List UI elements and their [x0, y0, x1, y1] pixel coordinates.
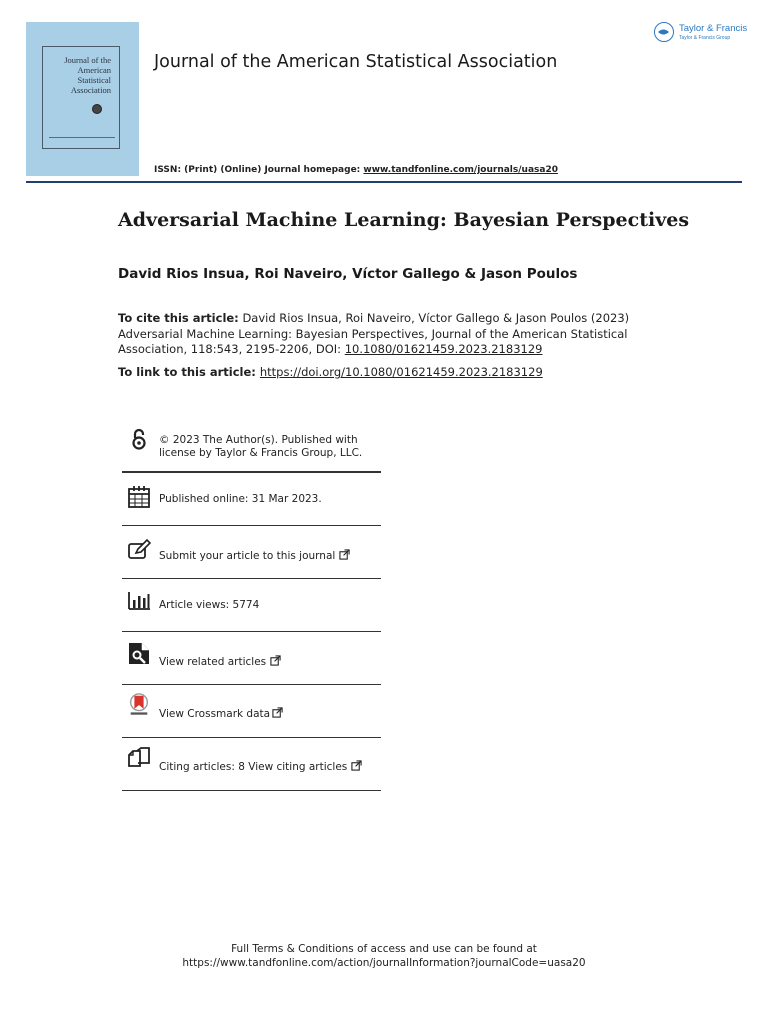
publisher-logo[interactable] — [652, 20, 752, 48]
bar-chart-icon — [127, 588, 151, 612]
external-link-icon — [270, 655, 281, 666]
related-text[interactable] — [159, 655, 281, 669]
citing-articles-link[interactable]: Citing articles: 8 View citing articles — [159, 761, 348, 773]
external-link-icon — [339, 549, 350, 560]
license-text — [159, 434, 362, 460]
crossmark-text[interactable] — [159, 707, 283, 721]
publisher-name: Taylor & Francis — [679, 23, 748, 34]
license-line-1: © 2023 The Author(s). Published with — [159, 434, 358, 446]
citing-row[interactable] — [122, 738, 381, 791]
cover-frame — [42, 46, 120, 149]
link-label: To link to this article: — [118, 365, 260, 379]
issn-line — [154, 165, 558, 175]
search-document-icon — [127, 641, 151, 665]
open-access-icon — [127, 428, 151, 452]
article-title: Adversarial Machine Learning: Bayesian Perspectives — [118, 209, 690, 231]
taylor-francis-icon — [654, 22, 674, 42]
external-link-icon — [351, 760, 362, 771]
cite-doi-link[interactable]: 10.1080/01621459.2023.2183129 — [344, 342, 543, 356]
cite-label: To cite this article: — [118, 311, 239, 325]
views-text: Article views: 5774 — [159, 599, 260, 611]
license-row — [122, 418, 381, 473]
submit-text[interactable] — [159, 549, 350, 563]
cover-footer-line — [49, 137, 115, 138]
citation-block — [118, 311, 638, 358]
cite-text: David Rios Insua, Roi Naveiro, Víctor Gallego & Jason Poulos (2023) Adversarial Machine Learning: Bayesian Perspectives, Journal of the American Statistical Association, 118:543, 2195-2206, DOI: — [118, 311, 630, 356]
crossmark-icon — [127, 693, 151, 717]
crossmark-row[interactable] — [122, 685, 381, 738]
footer-terms-link[interactable]: https://www.tandfonline.com/action/journalInformation?journalCode=uasa20 — [182, 957, 586, 969]
submit-article-link[interactable]: Submit your article to this journal — [159, 550, 336, 562]
article-authors: David Rios Insua, Roi Naveiro, Víctor Gallego & Jason Poulos — [118, 266, 578, 282]
header-divider — [26, 181, 742, 183]
external-link-icon — [272, 707, 283, 718]
calendar-icon — [127, 485, 151, 509]
related-row[interactable] — [122, 632, 381, 685]
license-line-2: license by Taylor & Francis Group, LLC. — [159, 447, 363, 459]
published-text: Published online: 31 Mar 2023. — [159, 493, 322, 505]
journal-cover-image — [26, 22, 139, 176]
article-doi-link[interactable]: https://doi.org/10.1080/01621459.2023.2183129 — [259, 365, 543, 379]
cover-title: Journal of the American Statistical Association — [64, 55, 111, 95]
issn-label: ISSN: (Print) (Online) Journal homepage: — [154, 165, 364, 175]
publisher-subname: Taylor & Francis Group — [679, 35, 731, 41]
terms-footer — [0, 942, 768, 970]
crossmark-link[interactable]: View Crossmark data — [159, 708, 271, 720]
article-link-block — [118, 365, 543, 379]
journal-name: Journal of the American Statistical Association — [154, 52, 558, 72]
views-row — [122, 579, 381, 632]
published-row — [122, 473, 381, 526]
journal-homepage-link[interactable]: www.tandfonline.com/journals/uasa20 — [363, 165, 558, 175]
submit-row[interactable] — [122, 526, 381, 579]
edit-icon — [127, 538, 151, 562]
related-articles-link[interactable]: View related articles — [159, 656, 267, 668]
citing-articles-icon — [127, 747, 151, 771]
footer-line-1: Full Terms & Conditions of access and use can be found at — [231, 943, 537, 955]
cover-seal-icon — [92, 104, 102, 114]
article-info-list — [122, 418, 381, 791]
citing-text[interactable] — [159, 760, 362, 774]
